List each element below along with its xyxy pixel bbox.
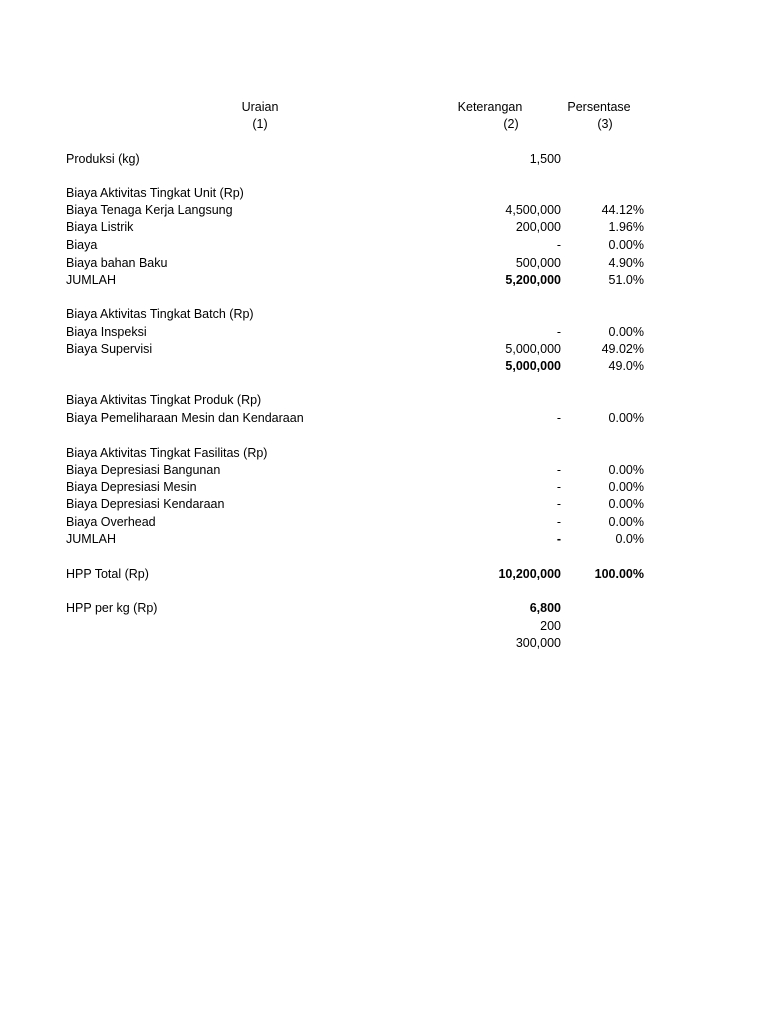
total-value: 5,200,000	[505, 273, 561, 287]
row-label: Biaya	[66, 238, 98, 252]
section-heading: Biaya Aktivitas Tingkat Fasilitas (Rp)	[66, 446, 268, 460]
total-value: 5,000,000	[505, 359, 561, 373]
row-label: Produksi (kg)	[66, 152, 140, 166]
row-value: -	[556, 411, 561, 425]
row-value: 1,500	[529, 152, 561, 166]
row-label: Biaya Tenaga Kerja Langsung	[66, 203, 233, 217]
hpp-total-percentage: 100.00%	[594, 567, 644, 581]
row-percentage: 49.02%	[601, 342, 644, 356]
row-value: -	[556, 497, 561, 511]
row-value: -	[556, 325, 561, 339]
extra-value: 200	[540, 619, 561, 633]
total-percentage: 51.0%	[608, 273, 644, 287]
hpp-per-kg-value: 6,800	[529, 601, 561, 615]
section-heading: Biaya Aktivitas Tingkat Unit (Rp)	[66, 186, 244, 200]
row-value: -	[556, 463, 561, 477]
total-percentage: 0.0%	[615, 532, 644, 546]
row-label: Biaya Listrik	[66, 220, 134, 234]
row-label: Biaya Overhead	[66, 515, 156, 529]
row-percentage: 0.00%	[608, 411, 644, 425]
row-label: Biaya Depresiasi Kendaraan	[66, 497, 225, 511]
row-label: Biaya Inspeksi	[66, 325, 147, 339]
row-value: 4,500,000	[505, 203, 561, 217]
total-value: -	[556, 532, 561, 546]
total-label: JUMLAH	[66, 273, 117, 287]
hpp-total-value: 10,200,000	[498, 567, 561, 581]
row-percentage: 0.00%	[608, 238, 644, 252]
row-label: Biaya bahan Baku	[66, 256, 168, 270]
row-percentage: 0.00%	[608, 515, 644, 529]
header-persentase: Persentase	[567, 100, 631, 114]
header-keterangan-num: (2)	[503, 117, 519, 131]
row-value: 500,000	[515, 256, 561, 270]
hpp-total-label: HPP Total (Rp)	[66, 567, 149, 581]
row-percentage: 1.96%	[608, 220, 644, 234]
header-persentase-num: (3)	[597, 117, 613, 131]
row-value: -	[556, 238, 561, 252]
row-label: Biaya Pemeliharaan Mesin dan Kendaraan	[66, 411, 304, 425]
total-label: JUMLAH	[66, 532, 117, 546]
row-value: -	[556, 515, 561, 529]
section-heading: Biaya Aktivitas Tingkat Produk (Rp)	[66, 393, 262, 407]
row-percentage: 4.90%	[608, 256, 644, 270]
row-percentage: 0.00%	[608, 497, 644, 511]
row-label: Biaya Depresiasi Mesin	[66, 480, 197, 494]
row-percentage: 0.00%	[608, 480, 644, 494]
row-percentage: 0.00%	[608, 463, 644, 477]
row-value: -	[556, 480, 561, 494]
row-percentage: 0.00%	[608, 325, 644, 339]
header-keterangan: Keterangan	[457, 100, 523, 114]
row-value: 200,000	[515, 220, 561, 234]
total-percentage: 49.0%	[608, 359, 644, 373]
header-uraian: Uraian	[241, 100, 279, 114]
row-value: 5,000,000	[505, 342, 561, 356]
hpp-per-kg-label: HPP per kg (Rp)	[66, 601, 158, 615]
section-heading: Biaya Aktivitas Tingkat Batch (Rp)	[66, 307, 254, 321]
row-label: Biaya Supervisi	[66, 342, 153, 356]
row-percentage: 44.12%	[601, 203, 644, 217]
header-uraian-num: (1)	[252, 117, 268, 131]
row-label: Biaya Depresiasi Bangunan	[66, 463, 221, 477]
extra-value: 300,000	[515, 636, 561, 650]
